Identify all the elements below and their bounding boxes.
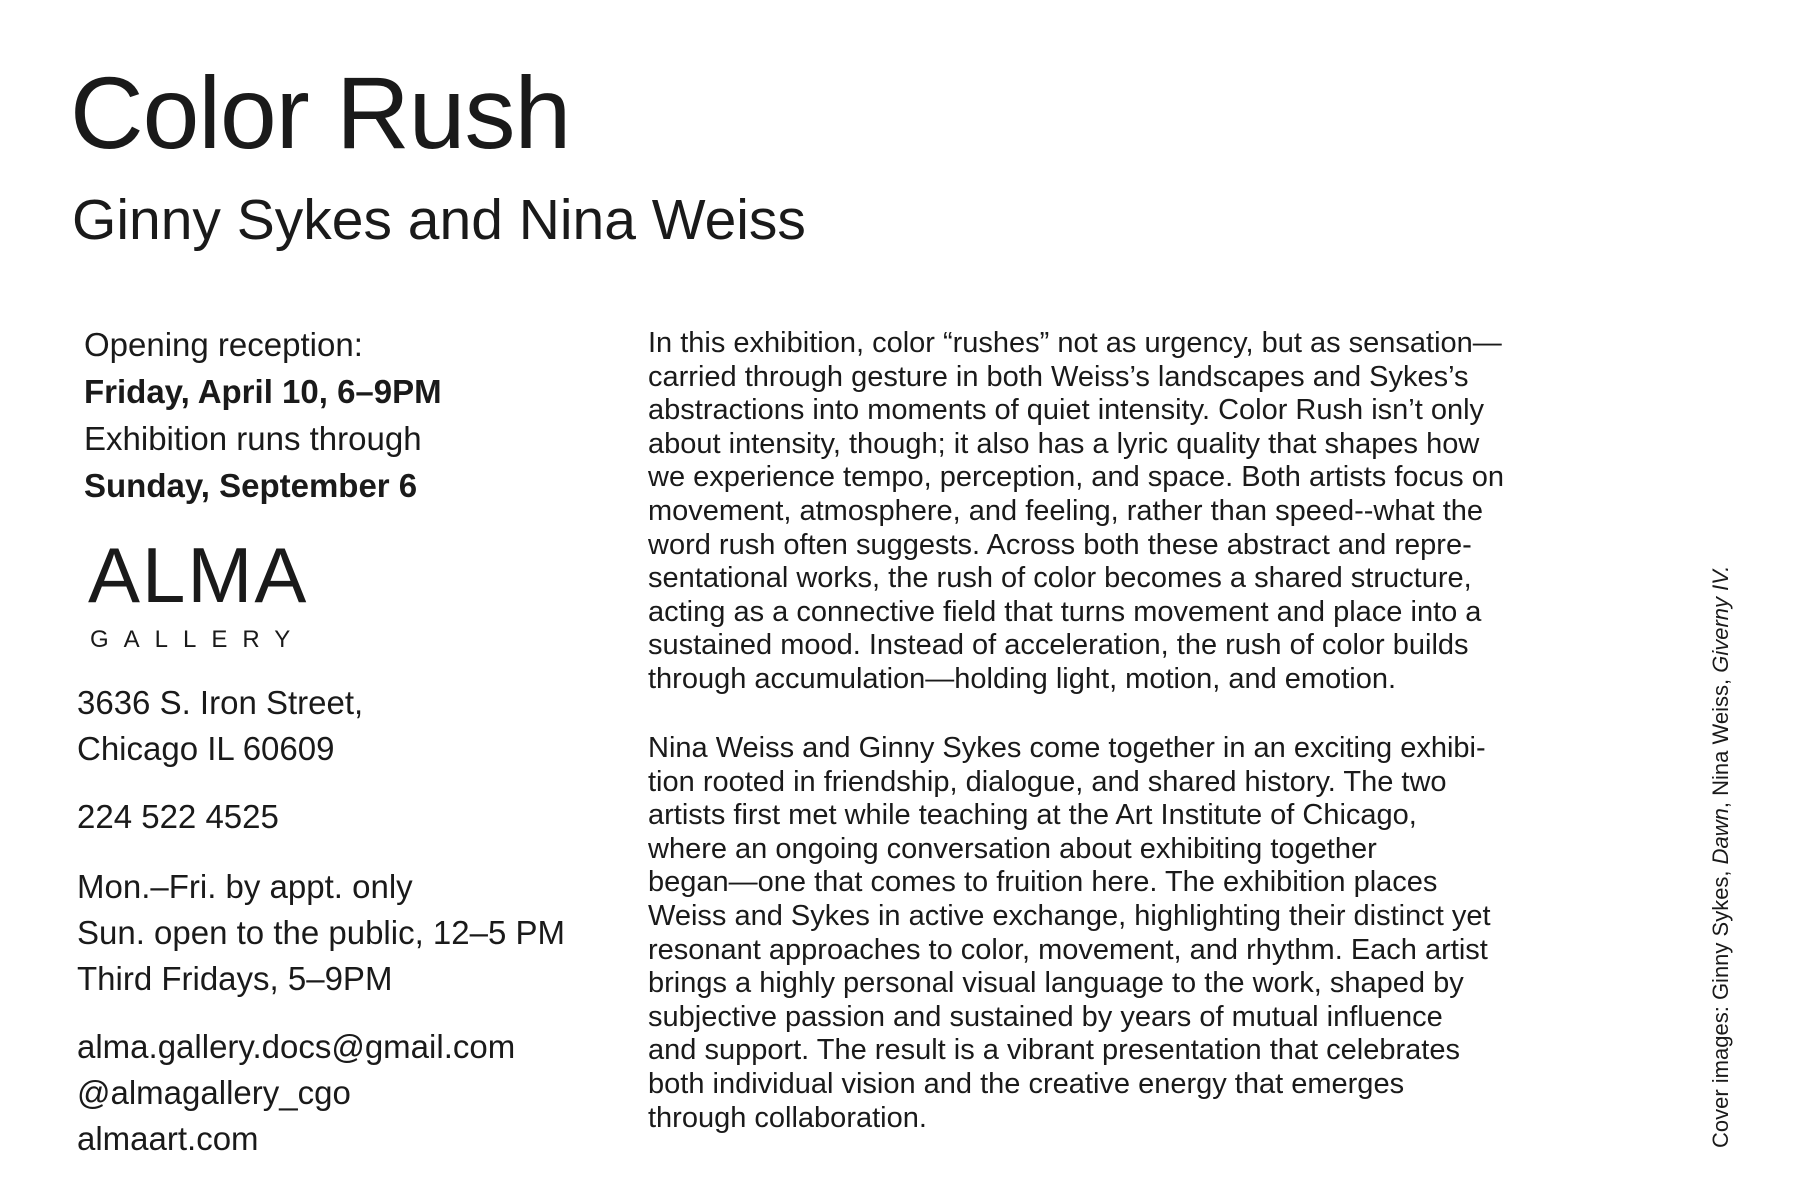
opening-label: Opening reception: [84, 326, 363, 363]
artists-subtitle: Ginny Sykes and Nina Weiss [72, 188, 806, 252]
body-line: brings a highly personal visual language to the work, shaped by [648, 967, 1464, 1000]
body-line: began—one that comes to fruition here. The exhibition places [648, 866, 1438, 899]
closing-date: Sunday, September 6 [84, 467, 418, 504]
logo-sub: GALLERY [90, 626, 306, 653]
body-line: resonant approaches to color, movement, and rhythm. Each artist [648, 933, 1488, 966]
reception-info [84, 321, 442, 509]
credit-work-2: Giverny IV. [1708, 565, 1733, 673]
body-line: we experience tempo, perception, and space. Both artists focus on [648, 461, 1504, 494]
opening-date: Friday, April 10, 6–9PM [84, 373, 442, 410]
body-line: sentational works, the rush of color becomes a shared structure, [648, 562, 1472, 595]
body-line: word rush often suggests. Across both these abstract and repre- [648, 528, 1472, 561]
instagram-handle: @almagallery_cgo [77, 1074, 351, 1111]
gallery-hours [77, 864, 565, 1002]
body-line: movement, atmosphere, and feeling, rather than speed--what the [648, 494, 1484, 527]
page-title: Color Rush [70, 56, 571, 170]
body-line: Nina Weiss and Ginny Sykes come together in an exciting exhibi- [648, 732, 1486, 764]
body-line: artists first met while teaching at the Art Institute of Chicago, [648, 799, 1417, 832]
address-line: Chicago IL 60609 [77, 730, 335, 767]
logo-name: ALMA [88, 531, 309, 619]
body-line: sustained mood. Instead of acceleration, the rush of color builds [648, 629, 1469, 662]
body-line: carried through gesture in both Weiss’s landscapes and Sykes’s [648, 360, 1469, 393]
body-line: abstractions into moments of quiet intensity. Color Rush isn’t only [648, 394, 1485, 427]
body-line: subjective passion and sustained by years of mutual influence [648, 1000, 1443, 1033]
body-line: where an ongoing conversation about exhibiting together [648, 832, 1377, 865]
runs-label: Exhibition runs through [84, 420, 422, 457]
hours-line: Third Fridays, 5–9PM [77, 960, 393, 997]
address-line: 3636 S. Iron Street, [77, 684, 364, 721]
description-paragraph-1 [648, 327, 1658, 697]
gallery-online [77, 1024, 515, 1162]
website: almaart.com [77, 1120, 259, 1157]
description-paragraph-2 [648, 732, 1658, 1135]
hours-line: Sun. open to the public, 12–5 PM [77, 914, 566, 951]
body-line: tion rooted in friendship, dialogue, and shared history. The two [648, 765, 1447, 798]
body-line: and support. The result is a vibrant presentation that celebrates [648, 1034, 1460, 1067]
gallery-phone [77, 794, 279, 840]
body-line: both individual vision and the creative energy that emerges [648, 1067, 1405, 1100]
phone-number: 224 522 4525 [77, 798, 279, 835]
credit-prefix: Cover images: Ginny Sykes, [1708, 864, 1733, 1148]
body-line: through accumulation—holding light, motion, and emotion. [648, 662, 1397, 695]
alma-gallery-logo [88, 531, 334, 653]
gallery-address [77, 680, 363, 772]
cover-image-credit [1710, 566, 1732, 1148]
body-line: about intensity, though; it also has a lyric quality that shapes how [648, 427, 1480, 460]
body-line: Weiss and Sykes in active exchange, highlighting their distinct yet [648, 899, 1491, 932]
body-line: acting as a connective field that turns movement and place into a [648, 595, 1482, 628]
body-line: through collaboration. [648, 1101, 927, 1134]
hours-line: Mon.–Fri. by appt. only [77, 868, 413, 905]
body-line: In this exhibition, color “rushes” not as urgency, but as sensation— [648, 327, 1502, 359]
credit-middle: , Nina Weiss, [1708, 672, 1733, 809]
credit-work-1: Dawn [1708, 808, 1733, 865]
email-address: alma.gallery.docs@gmail.com [77, 1028, 516, 1065]
